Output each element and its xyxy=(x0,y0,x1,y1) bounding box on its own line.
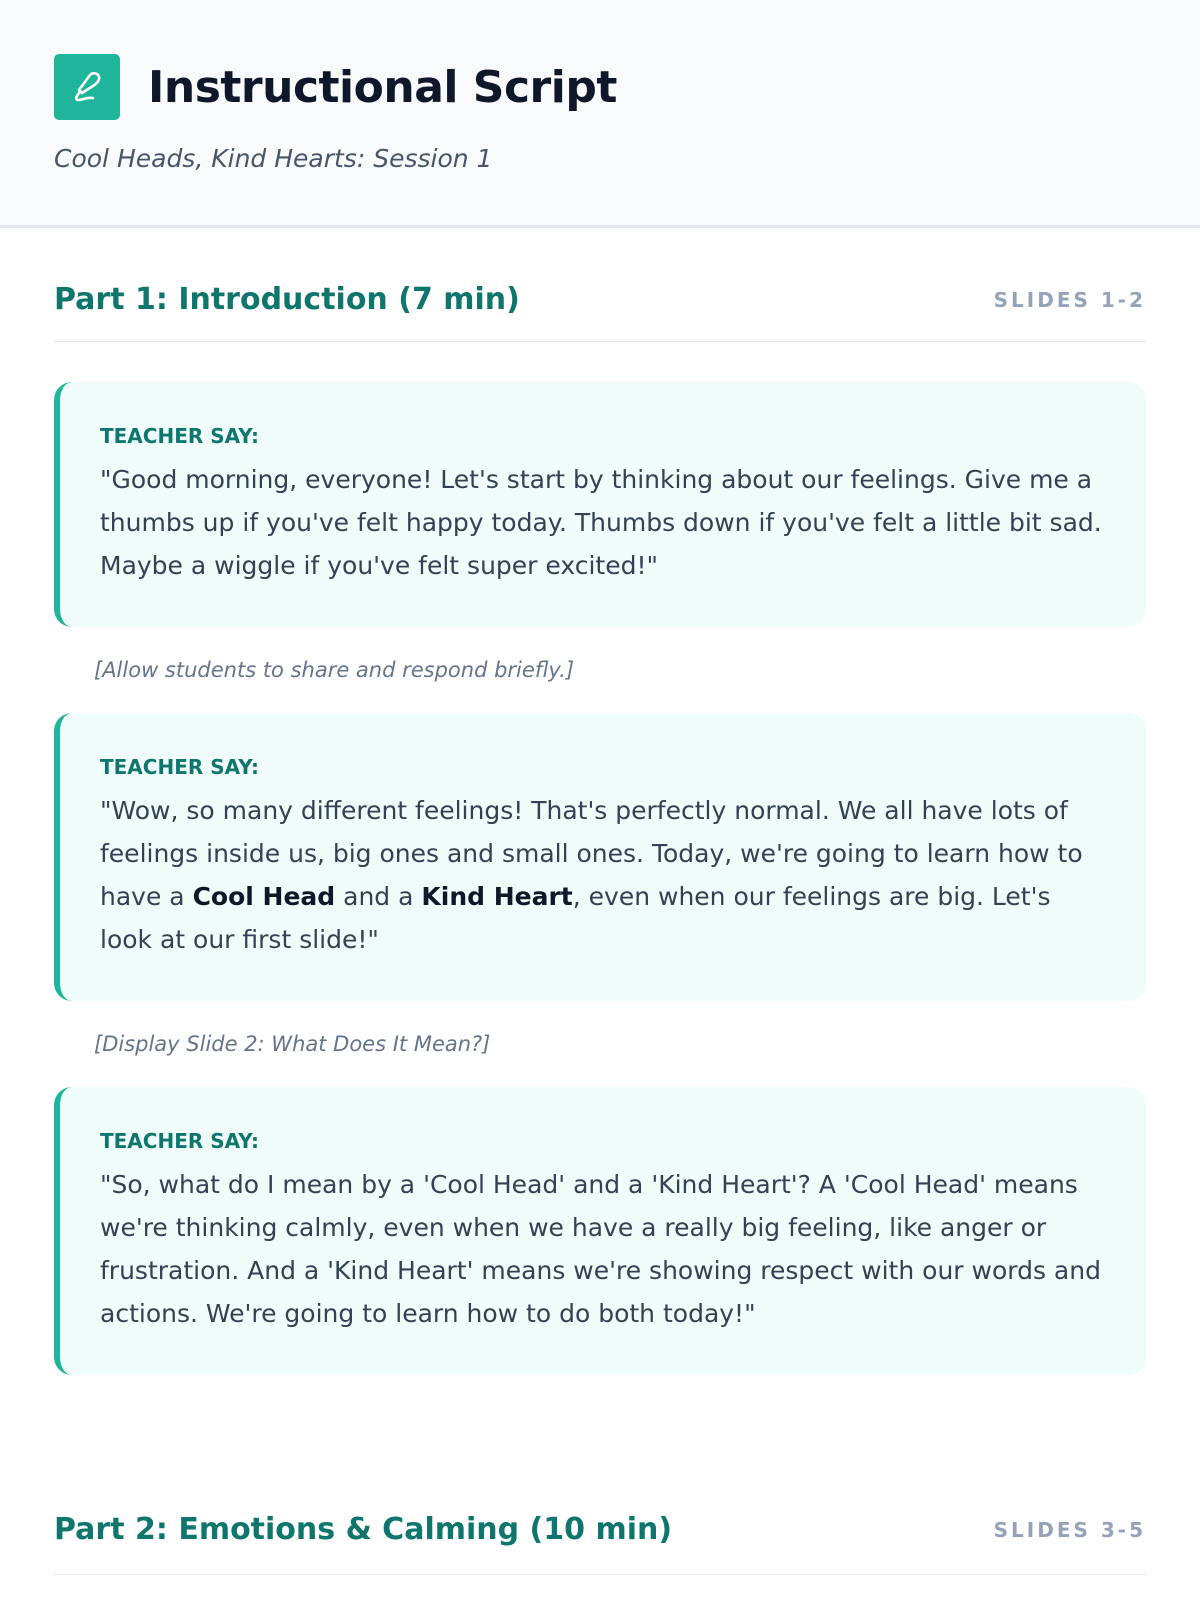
say-label: TEACHER SAY: xyxy=(100,424,259,448)
slides-badge: SLIDES 3-5 xyxy=(993,1517,1146,1542)
say-label: TEACHER SAY: xyxy=(100,1129,259,1153)
title-row xyxy=(54,54,1146,120)
pen-icon xyxy=(54,54,120,120)
teacher-say-block xyxy=(54,382,1146,627)
part-title: Part 1: Introduction (7 min) xyxy=(54,282,520,317)
part-2-header xyxy=(54,1375,1146,1575)
say-text-segment: and a xyxy=(335,882,422,911)
teacher-say-block xyxy=(54,713,1146,1001)
part-title: Part 2: Emotions & Calming (10 min) xyxy=(54,1512,673,1547)
teacher-say-block xyxy=(54,1087,1146,1375)
say-text xyxy=(100,789,1106,961)
page-subtitle: Cool Heads, Kind Hearts: Session 1 xyxy=(54,144,493,173)
slides-badge: SLIDES 1-2 xyxy=(993,287,1146,312)
stage-direction: [Allow students to share and respond briefly.] xyxy=(94,658,575,682)
say-text-emphasis: Kind Heart xyxy=(421,882,573,911)
script-content xyxy=(0,228,1200,1575)
part-1-header xyxy=(54,228,1146,342)
say-label: TEACHER SAY: xyxy=(100,755,259,779)
page-title: Instructional Script xyxy=(148,61,617,113)
stage-direction: [Display Slide 2: What Does It Mean?] xyxy=(94,1032,491,1056)
say-text: "So, what do I mean by a 'Cool Head' and a 'Kind Heart'? A 'Cool Head' means we're thinking calmly, even when we have a really big feeling, like anger or frustration. And a 'Kind Heart' means we're showing respect with our words and actions. We're going to learn how to do both today!" xyxy=(100,1170,1101,1328)
say-text: "Good morning, everyone! Let's start by thinking about our feelings. Give me a thumbs up if you've felt happy today. Thumbs down if you've felt a little bit sad. Maybe a wiggle if you've felt super excited!" xyxy=(100,465,1102,580)
page-header xyxy=(0,0,1200,228)
say-text-segment: , even when our feelings are big. Let's look at our first slide!" xyxy=(100,882,1051,954)
say-text-emphasis: Cool Head xyxy=(192,882,336,911)
say-text-segment: "Wow, so many different feelings! That's perfectly normal. We all have lots of feelings inside us, big ones and small ones. Today, we're going to learn how to have a xyxy=(100,796,1083,911)
